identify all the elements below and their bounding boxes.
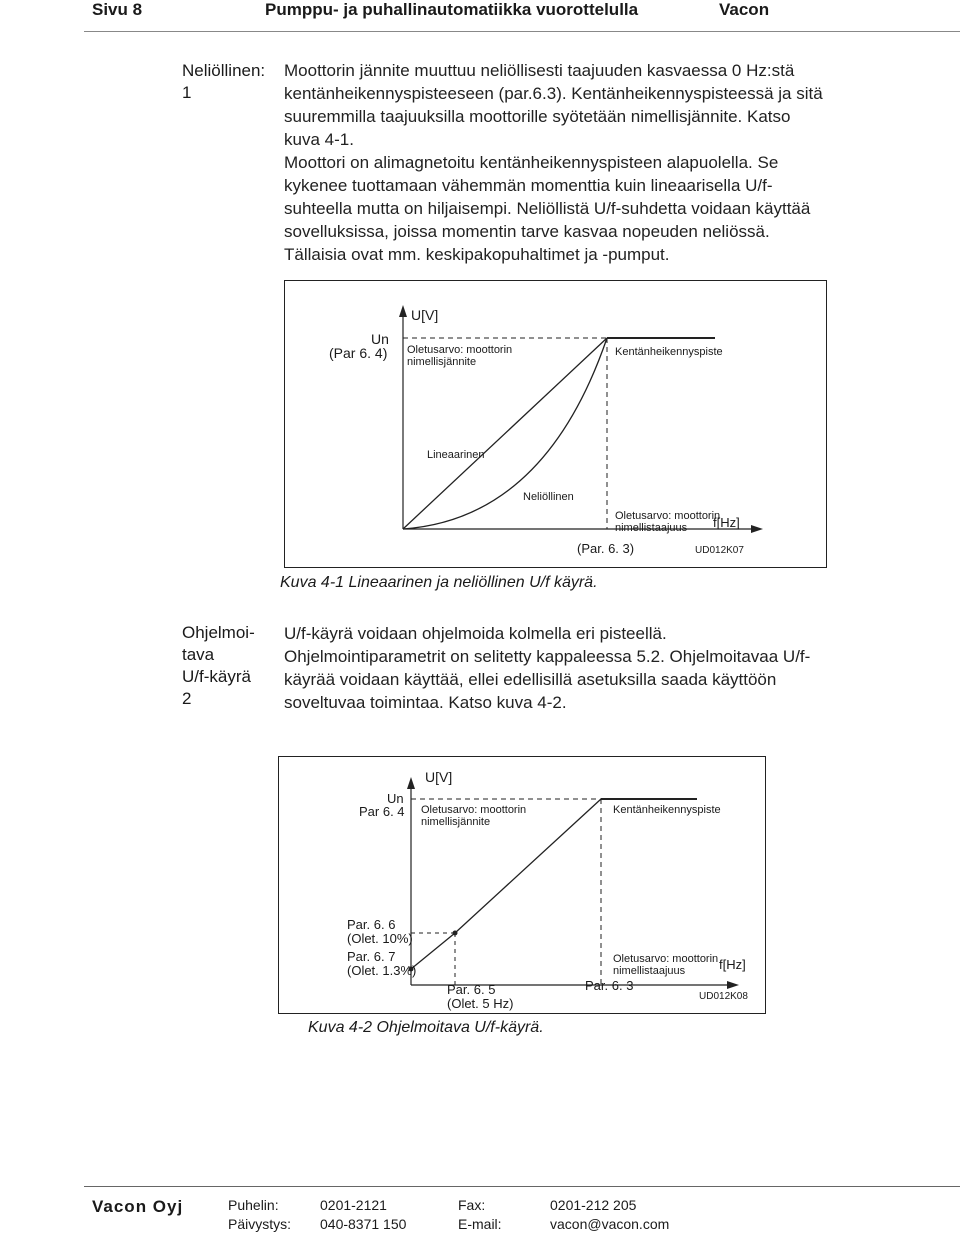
footer-company: Vacon Oyj xyxy=(92,1197,184,1216)
fig1-default-voltage-2: nimellisjännite xyxy=(407,356,477,368)
fig2-default-freq-1: Oletusarvo: moottorin xyxy=(613,953,719,965)
fig1-fwp-label: Kentänheikennyspiste xyxy=(615,346,723,358)
footer-phone-label: Puhelin: xyxy=(228,1197,279,1213)
fig2-x-label: f[Hz] xyxy=(719,957,746,972)
footer-fax-label: Fax: xyxy=(458,1197,486,1213)
section2-label-line-1: Ohjelmoi- xyxy=(182,623,255,642)
section2-label-line-2: tava xyxy=(182,645,215,664)
fig2-un-label: Un xyxy=(387,791,404,806)
footer-duty: 040-8371 150 xyxy=(320,1216,407,1232)
fig2-par66-1: Par. 6. 6 xyxy=(347,917,396,932)
fig2-par65 xyxy=(447,983,513,1011)
fig2-y-label: U[V] xyxy=(425,769,453,785)
figure-2-chart xyxy=(278,756,766,1014)
figure-2-caption: Kuva 4-2 Ohjelmoitava U/f-käyrä. xyxy=(308,1019,544,1036)
section2-label-number: 2 xyxy=(182,689,192,708)
fig2-fwp-label: Kentänheikennyspiste xyxy=(613,804,721,816)
footer-email[interactable]: vacon@vacon.com xyxy=(550,1216,670,1232)
section1-paragraph-1: Moottorin jännite muuttuu neliöllisesti taajuuden kasvaessa 0 Hz:stä kentänheikennyspisteeseen (par.6.3). Kentänheikennyspisteessä ja sitä suuremmilla taajuuksilla moottorille syötetään nimellisjännite. Katso kuva 4-1. xyxy=(284,61,823,149)
section2-label xyxy=(182,622,255,710)
footer-divider xyxy=(84,1186,960,1187)
fig2-par67-1: Par. 6. 7 xyxy=(347,949,396,964)
fig2-x-arrow xyxy=(727,981,739,989)
fig2-default-voltage-2: nimellisjännite xyxy=(421,816,491,828)
section1-label xyxy=(182,60,265,104)
figure-1-chart xyxy=(284,280,827,568)
fig2-par67-2: (Olet. 1.3%) xyxy=(347,963,417,978)
fig1-x-arrow xyxy=(751,525,763,533)
section2-paragraph: U/f-käyrä voidaan ohjelmoida kolmella eri pisteellä. Ohjelmointiparametrit on selitetty kappaleessa 5.2. Ohjelmoitavaa U/f-käyrää voidaan käyttää, ellei edellisillä asetuksilla saada käyttöön soveltuvaa toimintaa. Katso kuva 4-2. xyxy=(284,624,811,712)
fig2-default-voltage xyxy=(421,804,526,828)
fig1-un-label: Un xyxy=(371,331,389,347)
fig1-default-voltage xyxy=(407,344,512,368)
page-number: Sivu 8 xyxy=(92,0,143,19)
section2-label-line-3: U/f-käyrä xyxy=(182,667,251,686)
fig2-y-arrow xyxy=(407,777,415,789)
fig2-curve-segment-1 xyxy=(411,933,455,969)
fig2-par67 xyxy=(347,950,416,978)
fig2-default-freq xyxy=(613,953,718,977)
footer-duty-label: Päivystys: xyxy=(228,1216,292,1232)
fig1-squared-label: Neliöllinen xyxy=(523,491,574,503)
fig2-par65-1: Par. 6. 5 xyxy=(447,982,496,997)
figure-1-caption: Kuva 4-1 Lineaarinen ja neliöllinen U/f käyrä. xyxy=(280,574,598,591)
section1-paragraph-2: Moottori on alimagnetoitu kentänheikennyspisteen alapuolella. Se kykenee tuottamaan vähemmän momenttia kuin lineaarisella U/f-suhteella mutta on hiljaisempi. Neliöllistä U/f-suhdetta voidaan käyttää sovelluksissa, joissa momentin tarve kasvaa nopeuden neliössä. Tällaisia ovat mm. keskipakopuhaltimet ja -pumput. xyxy=(284,153,811,264)
fig1-par-un: (Par 6. 4) xyxy=(329,345,388,361)
fig1-y-label: U[V] xyxy=(411,307,439,323)
footer-email-label: E-mail: xyxy=(458,1216,502,1232)
fig2-default-freq-2: nimellistaajuus xyxy=(613,965,686,977)
fig2-point-p65 xyxy=(453,931,458,936)
fig1-default-freq xyxy=(615,510,720,534)
header-brand: Vacon xyxy=(719,0,770,19)
figure-1-svg xyxy=(285,281,826,567)
section1-label-number: 1 xyxy=(182,83,192,102)
fig2-par-un: Par 6. 4 xyxy=(359,804,405,819)
fig2-code: UD012K08 xyxy=(699,991,748,1002)
page-title: Pumppu- ja puhallinautomatiikka vuorottelulla xyxy=(265,0,639,19)
fig2-default-voltage-1: Oletusarvo: moottorin xyxy=(421,804,527,816)
fig2-par63: Par. 6. 3 xyxy=(585,978,634,993)
fig1-par-freq: (Par. 6. 3) xyxy=(577,541,635,556)
section1-label-text: Neliöllinen: xyxy=(182,61,266,80)
fig1-y-arrow xyxy=(399,305,407,317)
fig2-par66 xyxy=(347,918,413,946)
fig2-par65-2: (Olet. 5 Hz) xyxy=(447,996,514,1011)
fig1-code: UD012K07 xyxy=(695,545,744,556)
fig1-default-freq-2: nimellistaajuus xyxy=(615,522,688,534)
fig2-par66-2: (Olet. 10%) xyxy=(347,931,413,946)
header-divider xyxy=(84,31,960,32)
fig1-default-voltage-1: Oletusarvo: moottorin xyxy=(407,344,513,356)
footer-fax: 0201-212 205 xyxy=(550,1197,637,1213)
fig1-linear-label: Lineaarinen xyxy=(427,449,485,461)
footer-phone: 0201-2121 xyxy=(320,1197,387,1213)
fig1-x-label: f[Hz] xyxy=(713,515,740,530)
fig1-default-freq-1: Oletusarvo: moottorin xyxy=(615,510,721,522)
